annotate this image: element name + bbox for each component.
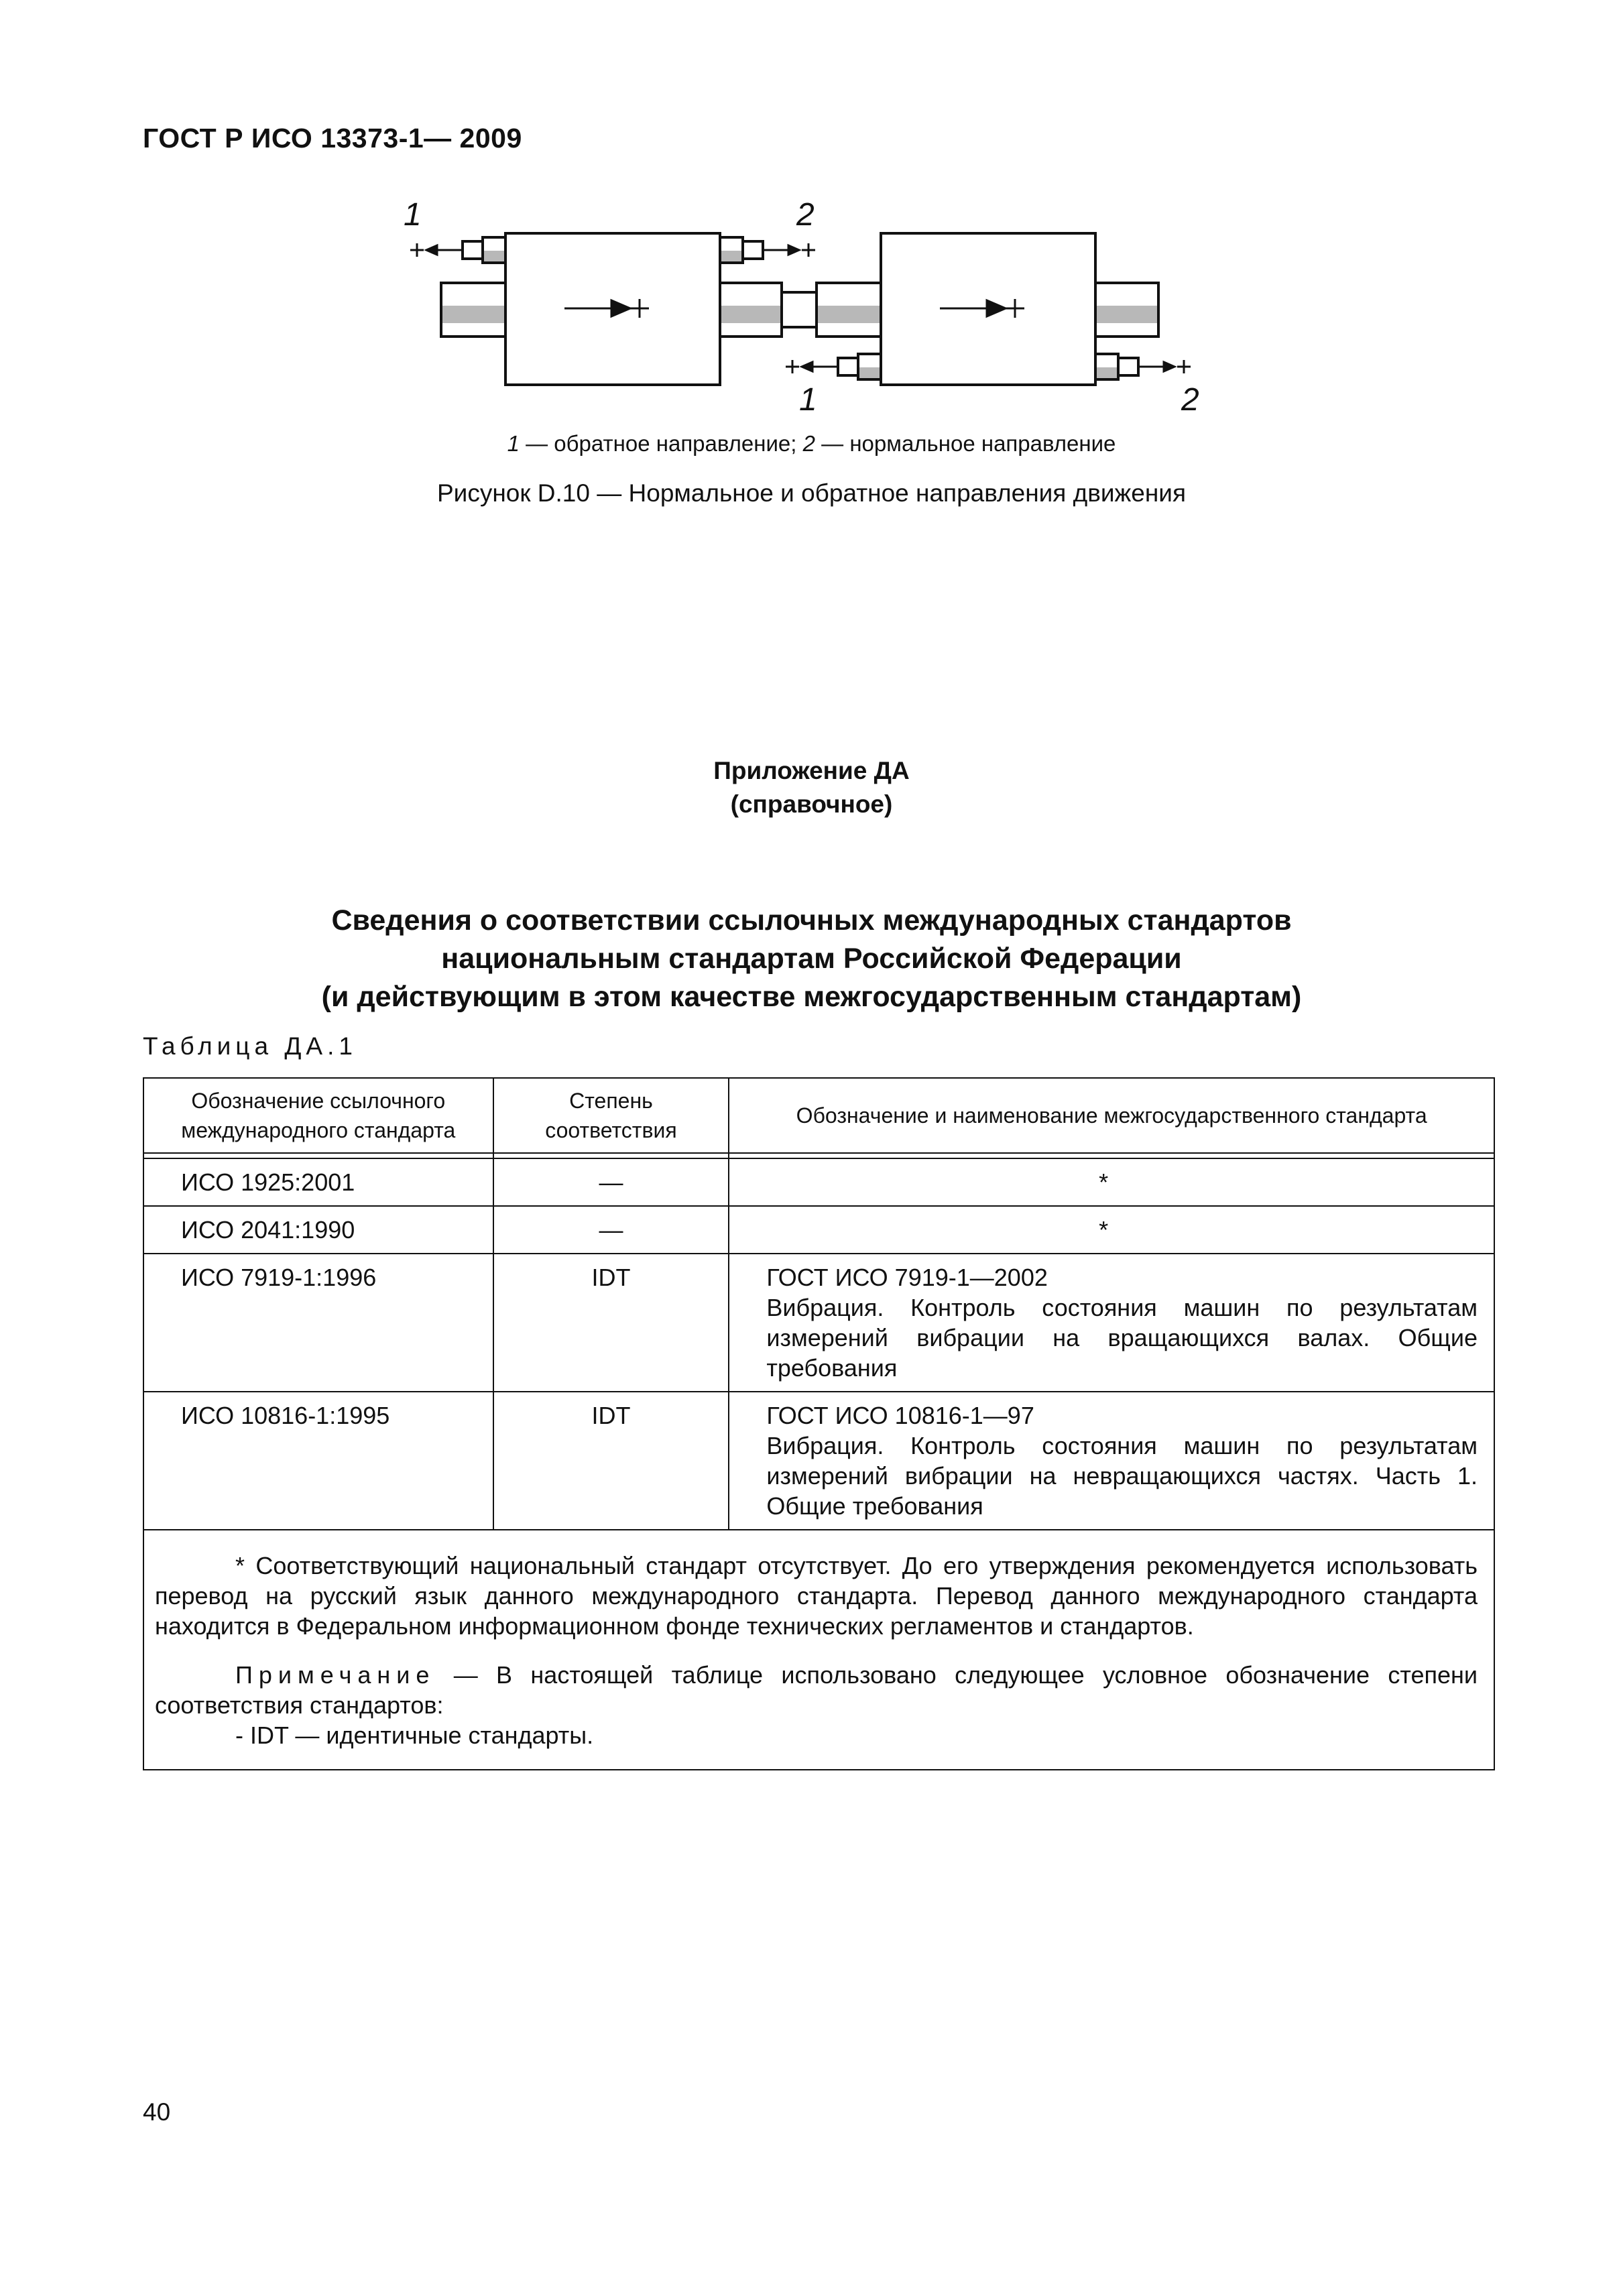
label-bottom-right: 2 [1181,382,1199,418]
cell-standard: * [729,1158,1494,1206]
cell-standard: * [729,1206,1494,1254]
cell-reference: ИСО 10816-1:1995 [143,1392,493,1530]
page-number: 40 [143,2098,171,2126]
note [155,1660,1478,1720]
note-item: - IDT — идентичные стандарты. [235,1721,594,1749]
table-row [143,1158,1494,1206]
header-col1-line1: Обозначение ссылочного [191,1089,446,1113]
annex-subtitle: (справочное) [730,790,893,818]
header-degree [493,1078,729,1153]
header-separator [143,1153,1494,1158]
table-label: Таблица ДА.1 [143,1032,357,1060]
cell-standard [729,1392,1494,1530]
header-interstate-standard: Обозначение и наименование межгосударственного стандарта [729,1078,1494,1153]
label-top-right: 2 [796,197,815,233]
correspondence-table [143,1077,1495,1770]
legend-text-1: — обратное направление; [519,431,803,456]
note-text: — В настоящей таблице использовано следующее условное обозначение степени соответствия стандартов: [155,1661,1478,1719]
header-col2-line2: соответствия [545,1118,677,1142]
table-row [143,1206,1494,1254]
figure-caption: Рисунок D.10 — Нормальное и обратное направления движения [436,479,1186,507]
section-title-line-2: национальным стандартам Российской Федерации [441,943,1182,975]
coupling [782,292,817,327]
table-header-row [143,1078,1494,1153]
table-row [143,1392,1494,1530]
cell-standard [729,1254,1494,1392]
section-title-line-1: Сведения о соответствии ссылочных международных стандартов [331,904,1292,936]
section-title-line-3: (и действующим в этом качестве межгосударственным стандартам) [321,981,1302,1013]
section-title [0,902,1623,1016]
label-top-left: 1 [404,197,422,233]
cell-degree: IDT [493,1254,729,1392]
standard-designation: ГОСТ ИСО 10816-1—97 [766,1402,1034,1429]
probe-top-left-outer [463,241,483,259]
footnote-cell [143,1530,1494,1770]
footnote-text: * Соответствующий национальный стандарт отсутствует. До его утверждения рекомендуется использовать перевод на русский язык данного международного стандарта. Перевод данного международного стандарта находится в Федеральном информационном фонде технических регламентов и стандартов. [155,1552,1478,1640]
table-footnote-row [143,1530,1494,1770]
label-bottom-mid: 1 [799,382,817,418]
cell-degree: — [493,1206,729,1254]
cell-reference: ИСО 7919-1:1996 [143,1254,493,1392]
table-row [143,1254,1494,1392]
legend-text-2: — нормальное направление [815,431,1116,456]
cell-reference: ИСО 1925:2001 [143,1158,493,1206]
probe-bottom-right-outer [1118,358,1138,375]
annex-title: Приложение ДА [713,757,910,784]
header-col1-line2: международного стандарта [181,1118,456,1142]
standard-title: Вибрация. Контроль состояния машин по результатам измерений вибрации на невращающихся частях. Часть 1. Общие требования [766,1432,1478,1520]
figure-diagram [362,194,1254,422]
header-col2-line1: Степень [569,1089,653,1113]
annex-heading [0,754,1623,821]
cell-reference: ИСО 2041:1990 [143,1206,493,1254]
standard-title: Вибрация. Контроль состояния машин по результатам измерений вибрации на вращающихся валах. Общие требования [766,1294,1478,1382]
probe-bottom-mid-outer [838,358,858,375]
cell-degree: — [493,1158,729,1206]
standard-designation: ГОСТ ИСО 7919-1—2002 [766,1264,1048,1291]
note-label: Примечание [235,1661,436,1689]
legend-num-2: 2 [802,431,815,456]
figure-legend [0,431,1623,457]
probe-top-mid-outer [743,241,763,259]
cell-degree: IDT [493,1392,729,1530]
legend-num-1: 1 [507,431,520,456]
header-reference-standard [143,1078,493,1153]
document-header: ГОСТ Р ИСО 13373-1— 2009 [143,123,522,154]
